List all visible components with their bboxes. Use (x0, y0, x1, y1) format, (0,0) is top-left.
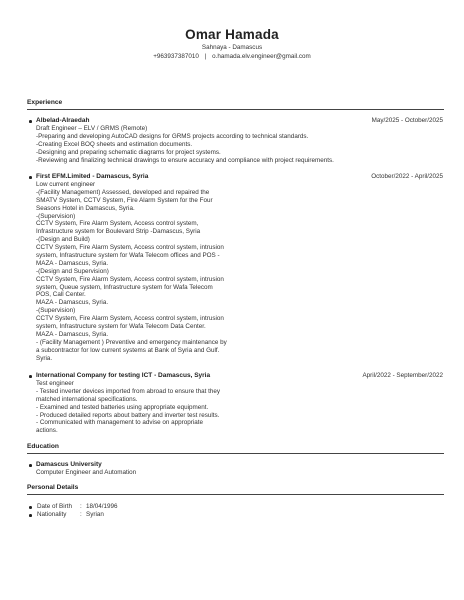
detail-line: - Examined and tested batteries using appropriate equipment. (36, 403, 209, 411)
bullet-icon (29, 176, 32, 179)
experience-details-albelad (36, 125, 334, 164)
personal-section-title: Personal Details (27, 484, 79, 491)
detail-line: -Reviewing and finalizing technical drawings to ensure accuracy and compliance with project requirements. (36, 156, 334, 164)
experience-heading-ict: International Company for testing ICT - Damascus, Syria (36, 372, 211, 379)
detail-line: actions. (36, 427, 58, 435)
detail-line: - Tested inverter devices imported from abroad to ensure that they (36, 387, 220, 395)
contact-line (0, 53, 464, 60)
personal-value-nationality: Syrian (86, 511, 104, 518)
phone-number: +963937387010 (153, 53, 199, 60)
detail-line: -(Design and Build) (36, 236, 90, 244)
experience-dates-albelad: May/2025 - October/2025 (371, 117, 443, 124)
personal-separator: : (80, 503, 82, 510)
email-address: o.hamada.elv.engineer@gmail.com (212, 53, 311, 60)
personal-value-dob: 18/04/1996 (86, 503, 118, 510)
personal-divider (27, 494, 444, 495)
detail-line: MAZA - Damascus, Syria. (36, 299, 109, 307)
experience-divider (27, 109, 444, 110)
detail-line: - (Facility Management ) Preventive and emergency maintenance by (36, 338, 227, 346)
detail-line: -(Supervision) (36, 307, 76, 315)
detail-line: - Communicated with management to advise on appropriate (36, 419, 203, 427)
bullet-icon (29, 514, 32, 517)
experience-heading-albelad: Albelad-Alraedah (36, 117, 90, 124)
detail-line: Draft Engineer – ELV / GRMS (Remote) (36, 125, 148, 132)
experience-dates-ict: April/2022 - September/2022 (362, 372, 443, 379)
experience-details-ict (36, 380, 220, 435)
detail-line: matched international specifications. (36, 395, 138, 403)
bullet-icon (29, 464, 32, 467)
detail-line: system, Infrastructure system for Wafa Telecom Data Center. (36, 323, 206, 331)
experience-heading-first-efm: First EFM.Limited - Damascus, Syria (36, 173, 149, 180)
contact-separator: | (204, 53, 207, 60)
candidate-location: Sahnaya - Damascus (201, 44, 263, 51)
detail-line: CCTV System, Fire Alarm System, Access control system, (36, 220, 199, 228)
personal-separator: : (80, 511, 82, 518)
bullet-icon (29, 375, 32, 378)
experience-details-first-efm (36, 181, 227, 362)
experience-dates-first-efm: October/2022 - April/2025 (371, 173, 443, 180)
detail-line: -Designing and preparing schematic diagrams for project systems. (36, 148, 221, 156)
detail-line: -(Facility Management) Assessed, developed and repaired the (36, 188, 210, 196)
detail-line: system, Queue system, Infrastructure system for Wafa Telecom (36, 283, 213, 291)
bullet-icon (29, 506, 32, 509)
detail-line: MAZA - Damascus, Syria. (36, 330, 109, 338)
detail-line: a subcontractor for low current systems at Bank of Syria and Gulf. (36, 346, 220, 354)
education-section-title: Education (27, 443, 59, 450)
detail-line: CCTV System, Fire Alarm System, Access control system, intrusion (36, 275, 224, 283)
detail-line: MAZA - Damascus, Syria. (36, 259, 109, 267)
education-divider (27, 453, 444, 454)
detail-line: Infrastructure system for Boulevard Strip -Damascus, Syria (36, 228, 201, 236)
detail-line: Syria. (36, 354, 53, 362)
detail-line: SMATV System, CCTV System, Fire Alarm System for the Four (36, 196, 213, 204)
detail-line: CCTV System, Fire Alarm System, Access control system, intrusion (36, 315, 224, 323)
personal-label-dob: Date of Birth (37, 503, 72, 510)
bullet-icon (29, 120, 32, 123)
detail-line: -(Supervision) (36, 212, 76, 220)
detail-line: -(Design and Supervision) (36, 267, 109, 275)
education-heading-damascus-university: Damascus University (36, 461, 102, 468)
detail-line: Test engineer (36, 380, 74, 387)
detail-line: system, Infrastructure system for Wafa Telecom offices and POS - (36, 252, 220, 260)
education-details (36, 469, 136, 477)
candidate-name: Omar Hamada (185, 27, 279, 42)
detail-line: POS, Call Center. (36, 291, 86, 299)
detail-line: -Preparing and developing AutoCAD designs for GRMS projects according to technical standards. (36, 132, 309, 140)
detail-line: CCTV System, Fire Alarm System, Access control system, intrusion (36, 244, 224, 252)
experience-section-title: Experience (27, 99, 63, 106)
detail-line: - Produced detailed reports about battery and inverter test results. (36, 411, 220, 419)
detail-line: Computer Engineer and Automation (36, 469, 137, 476)
detail-line: Low current engineer (36, 181, 96, 188)
detail-line: -Creating Excel BOQ sheets and estimation documents. (36, 140, 193, 148)
personal-label-nationality: Nationality (37, 511, 67, 518)
detail-line: Seasons Hotel in Damascus, Syria. (36, 204, 135, 212)
